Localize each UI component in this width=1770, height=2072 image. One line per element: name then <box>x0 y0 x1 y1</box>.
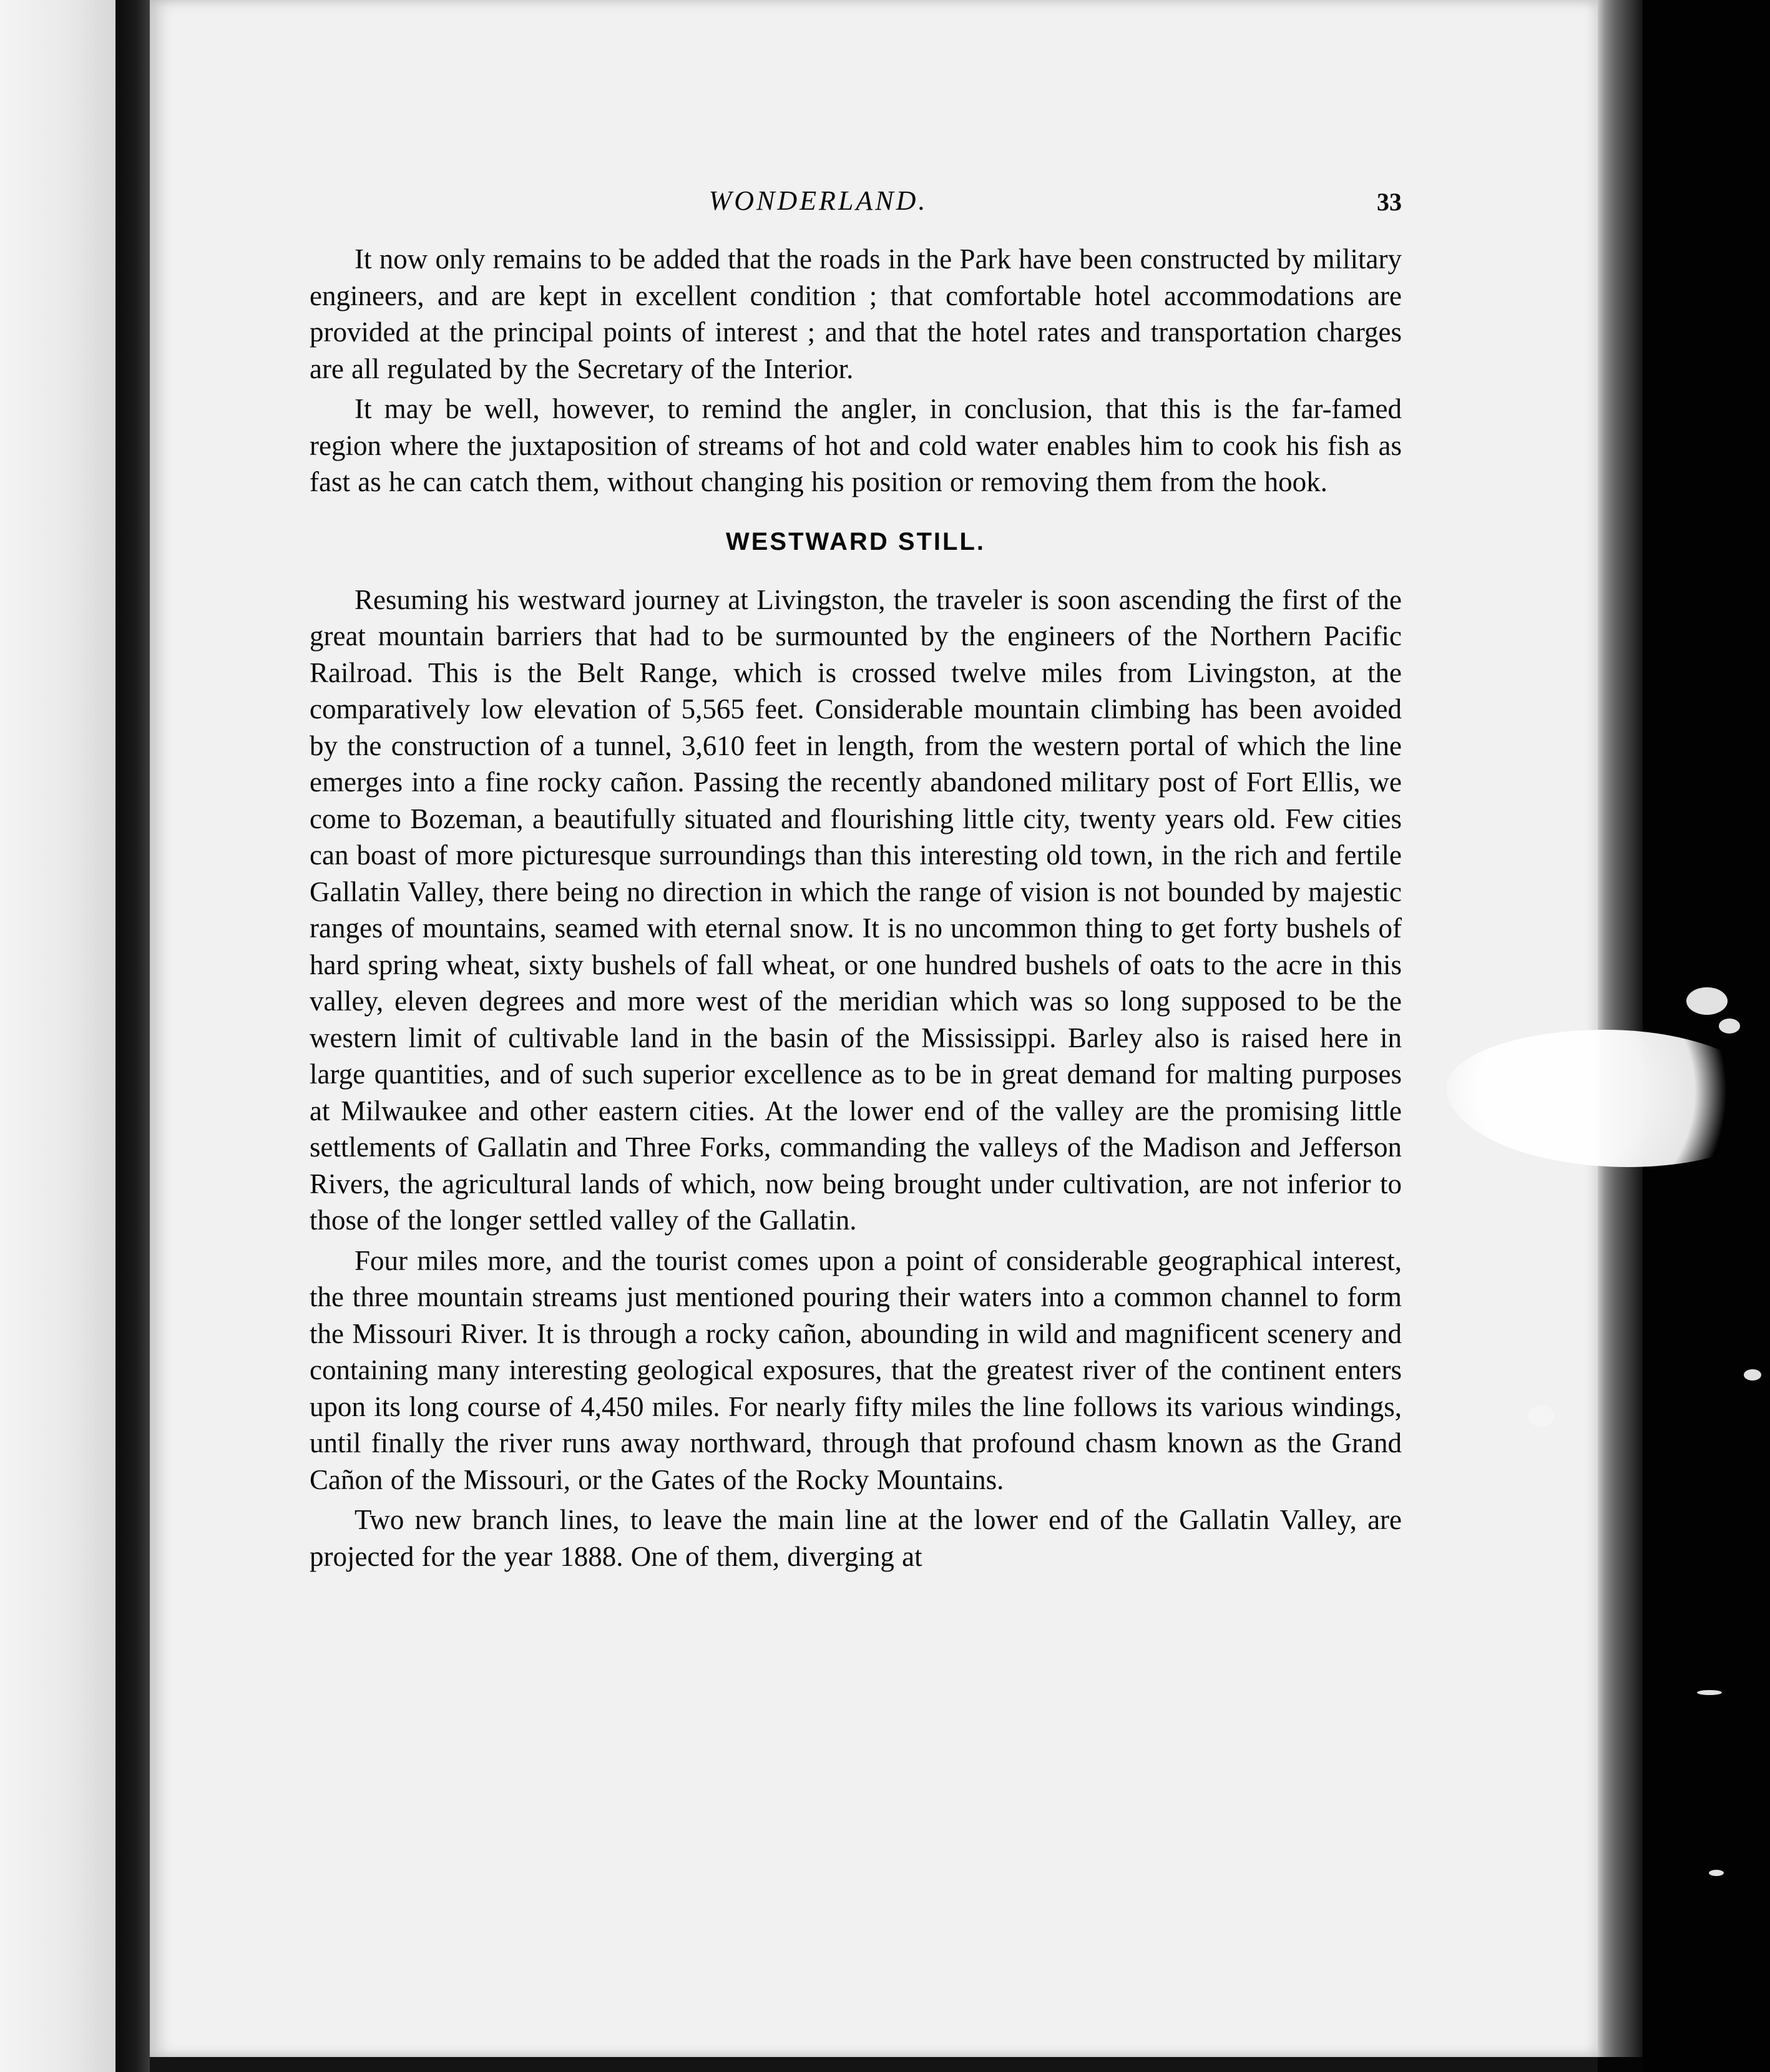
body-paragraph: It now only remains to be added that the roads in the Park have been constructed by military engineers, and are kept in excellent condition ; that comfortable hotel accommodations are provided at the principal points of interest ; and that the hotel rates and transportation charges are all regulated by the Secretary of the Interior. <box>310 243 1402 384</box>
page-edge-shadow <box>1598 0 1643 2057</box>
paper-speck <box>1719 1019 1740 1034</box>
paper-speck <box>1697 1690 1722 1695</box>
body-paragraph: Four miles more, and the tourist comes upon a point of considerable geographical interest, the three mountain streams just mentioned pouring their waters into a common channel to form the Missouri River. It is through a rocky cañon, abounding in wild and magnificent scenery and containing many interesting geological exposures, that the greatest river of the continent enters upon its long course of 4,450 miles. For nearly fifty miles the line follows its various windings, until finally the river runs away northward, through that profound chasm known as the Grand Cañon of the Missouri, or the Gates of the Rocky Mountains. <box>310 1244 1402 1495</box>
left-page-edge <box>0 0 115 2072</box>
body-paragraph: It may be well, however, to remind the angler, in conclusion, that this is the far-famed region where the juxtaposition of streams of hot and cold water enables him to cook his fish as fast as he can catch them, without changing his position or removing them from the hook. <box>310 393 1402 497</box>
paper-speck <box>1744 1369 1761 1381</box>
running-head: WONDERLAND. <box>708 185 928 216</box>
paper-speck <box>1686 987 1728 1015</box>
bottom-shadow <box>150 2057 1598 2072</box>
paper-speck <box>1709 1870 1724 1876</box>
book-gutter <box>115 0 150 2072</box>
section-title: WESTWARD STILL. <box>725 527 986 555</box>
body-paragraph: Two new branch lines, to leave the main line at the lower end of the Gallatin Valley, are projected for the year 1888. One of them, diverging at <box>310 1504 1402 1572</box>
page-content <box>310 187 1402 1575</box>
paper-speck <box>1528 1405 1554 1427</box>
body-paragraph: Resuming his westward journey at Livingston, the traveler is soon ascending the first of the great mountain barriers that had to be surmounted by the engineers of the Northern Pacific Railroad. This is the Belt Range, which is crossed twelve miles from Livingston, at the comparatively low elevation of 5,565 feet. Considerable mountain climbing has been avoided by the construction of a tunnel, 3,610 feet in length, from the western portal of which the line emerges into a fine rocky cañon. Passing the recently abandoned military post of Fort Ellis, we come to Bozeman, a beautifully situated and flourishing little city, twenty years old. Few cities can boast of more picturesque surroundings than this interesting old town, in the rich and fertile Gallatin Valley, there being no direction in which the range of vision is not bounded by majestic ranges of mountains, seamed with eternal snow. It is no uncommon thing to get forty bushels of hard spring wheat, sixty bushels of fall wheat, or one hundred bushels of oats to the acre in this valley, eleven degrees and more west of the meridian which was so long supposed to be the western limit of cultivable land in the basin of the Mississippi. Barley also is raised here in large quantities, and of such superior excellence as to be in great demand for malting purposes at Milwaukee and other eastern cities. At the lower end of the valley are the promising little settlements of Gallatin and Three Forks, commanding the valleys of the Madison and Jefferson Rivers, the agricultural lands of which, now being brought under cultivation, are not inferior to those of the longer settled valley of the Gallatin. <box>310 584 1402 1236</box>
page-number: 33 <box>1377 188 1402 216</box>
page-header <box>310 187 1402 241</box>
